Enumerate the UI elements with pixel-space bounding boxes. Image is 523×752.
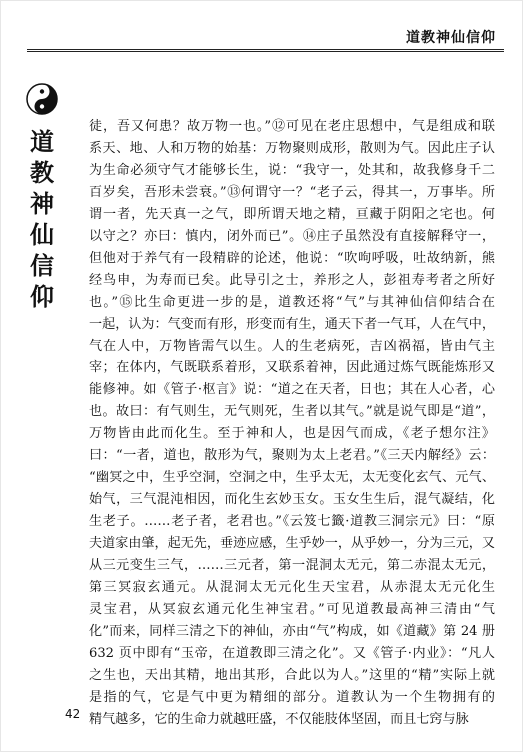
text-line: 但他对于养气有一段精辟的论述，他说：“吹呴呼吸，吐故纳新，熊 (89, 250, 495, 266)
vertical-title-char: 仰 (30, 283, 54, 311)
text-line: 一起，认为：气变而有形，形变而有生，通天下者一气耳，人在气中， (89, 316, 495, 332)
header-rule (27, 49, 504, 52)
page-number: 42 (65, 707, 81, 721)
text-line: 从三元变生三气，……三元者，第一混洞太无元，第二赤混太无元， (89, 558, 495, 574)
text-line: 第三冥寂玄通元。从混洞太无元化生天宝君，从赤混太无元化生 (89, 580, 495, 596)
text-line: 也。故曰：有气则生，无气则死，生者以其气。”就是说气即是“道”， (89, 404, 495, 420)
text-line: 也。”⑮比生命更进一步的是，道教还将“气”与其神仙信仰结合在 (89, 294, 495, 310)
running-header (27, 25, 504, 53)
text-line: 以守之？亦曰：慎内，闭外而已”。⑭庄子虽然没有直接解释守一， (89, 228, 495, 244)
text-line: 夫道家由肇，起无先，垂迹应感，生乎妙一，从乎妙一，分为三元，又 (89, 536, 495, 552)
text-line: 始气，三气混沌相因，而化生玄妙玉女。玉女生生后，混气凝结，化 (89, 492, 495, 508)
text-line: 曰：“一者，道也，散形为气，聚则为太上老君。”《三天内解经》云： (89, 448, 495, 464)
text-line: 谓一者，先天真一之气，即所谓天地之精，亘藏于阴阳之宅也。何 (89, 206, 495, 222)
vertical-title-char: 信 (30, 252, 54, 280)
body-text (89, 116, 495, 731)
vertical-book-title (26, 127, 58, 313)
vertical-title-char: 仙 (30, 221, 54, 249)
text-line: 万物皆由此而化生。至于神和人，也是因气而成，《老子想尔注》 (89, 426, 495, 442)
text-line: 经鸟申，为寿而已矣。此导引之士，养形之人，彭祖寿考者之所好 (89, 272, 495, 288)
vertical-title-char: 道 (30, 128, 54, 156)
text-line: 能修神。如《管子·枢言》说：“道之在天者，日也；其在人心者，心 (89, 382, 495, 398)
text-line: 宰；在体内，气既联系着形，又联系着神，因此通过炼气既能炼形又 (89, 360, 495, 376)
text-line: 气在人中，万物皆需气以生。人的生老病死，吉凶祸福，皆由气主 (89, 338, 495, 354)
yin-yang-icon (26, 83, 58, 115)
running-header-title: 道教神仙信仰 (406, 30, 496, 46)
text-line: 精气越多，它的生命力就越旺盛，不仅能肢体坚固，而且七窍与脉 (89, 711, 469, 727)
text-line: 632 页中即有“玉帝，在道教即三清之化”。又《管子·内业》：“凡人 (89, 645, 495, 661)
text-line: 灵宝君，从冥寂玄通元化生神宝君。”可见道教最高神三清由“气 (89, 601, 495, 617)
text-line: 徒，吾又何患？故万物一也。”⑫可见在老庄思想中，气是组成和联 (89, 119, 495, 134)
text-line: 之生也，天出其精，地出其形，合此以为人。”这里的“精”实际上就 (89, 667, 495, 683)
text-line: “幽冥之中，生乎空洞，空洞之中，生乎太无，太无变化玄气、元气、 (89, 470, 495, 486)
text-line: 生老子。……老子者，老君也。”《云笈七籤·道教三洞宗元》曰：“原 (89, 514, 495, 530)
text-line: 系天、地、人和万物的始基：万物聚则成形，散则为气。因此庄子认 (89, 140, 495, 156)
text-line: 百岁矣，吾形未尝衰。”⑬何谓守一？“老子云，得其一，万事毕。所 (89, 184, 495, 200)
vertical-title-char: 教 (30, 159, 54, 187)
text-line: 是指的气，它是气中更为精细的部分。道教认为一个生物拥有的 (89, 689, 495, 705)
vertical-title-char: 神 (30, 190, 54, 218)
side-title-block (26, 83, 58, 313)
text-line: 化”而来，同样三清之下的神仙，亦由“气”构成，如《道藏》第 24 册 (89, 623, 495, 639)
text-line: 为生命必须守气才能够长生，说：“我守一，处其和，故我修身千二 (89, 162, 495, 178)
